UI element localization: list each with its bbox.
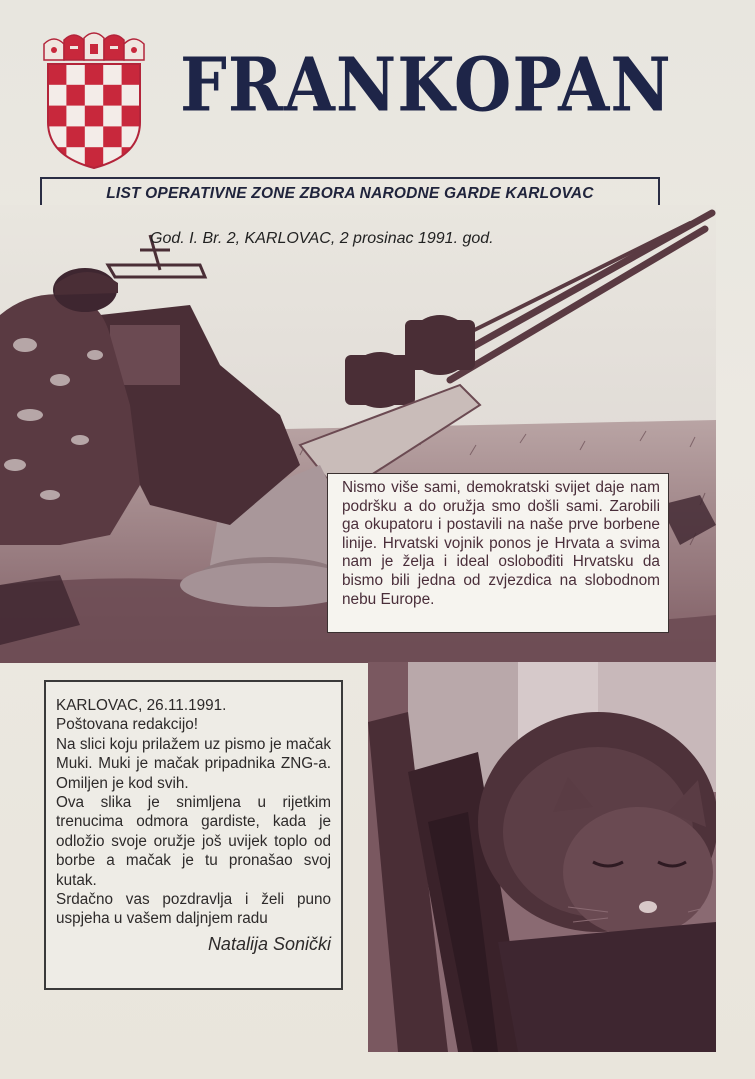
checker-square	[66, 126, 85, 147]
checker-square	[122, 147, 141, 168]
letter-greeting: Poštovana redakcijo!	[56, 716, 199, 734]
letter-paragraph: Na slici koju prilažem uz pismo je mačak Muki. Muki je mačak pripadnika ZNG-a. Omiljen je kod svih.	[56, 735, 331, 792]
checker-square	[85, 106, 104, 127]
checker-square	[85, 126, 104, 147]
checker-square	[66, 106, 85, 127]
checker-square	[48, 85, 67, 106]
issue-info: God. I. Br. 2, KARLOVAC, 2 prosinac 1991. god.	[150, 230, 494, 247]
letter-paragraph: Ova slika je snimljena u rijetkim trenucima odmora gardiste, kada je odložio svoje oružje još uvijek toplo od borbe a mačak je tu pronašao svoj kutak.	[56, 794, 331, 889]
reader-letter	[44, 680, 343, 990]
checker-square	[66, 85, 85, 106]
checker-square	[48, 147, 67, 168]
checker-square	[122, 85, 141, 106]
checker-square	[85, 64, 104, 85]
checker-square	[48, 106, 67, 127]
croatian-coat-of-arms-icon	[40, 30, 148, 170]
photo-caption-box: Nismo više sami, demokratski svijet daje nam podršku a do oružja smo došli sami. Zarobili ga okupatoru i postavili na naše prve borbene linije. Hrvatski vojnik ponos je Hrvata a svima nam je želja i ideal oslobođiti Hrvatsku da bismo bili jedna od zvjezdica na slobodnom nebu Europe.	[327, 473, 669, 633]
checker-square	[103, 64, 122, 85]
checker-square	[103, 126, 122, 147]
checker-square	[103, 106, 122, 127]
cat-muki-photo	[368, 662, 716, 1052]
masthead-subtitle: LIST OPERATIVNE ZONE ZBORA NARODNE GARDE KARLOVAC	[40, 177, 660, 211]
checker-square	[48, 64, 67, 85]
checker-square	[103, 85, 122, 106]
masthead-title: FRANKOPAN	[180, 41, 672, 129]
checker-square	[66, 64, 85, 85]
checker-square	[85, 85, 104, 106]
letter-paragraph: Srdačno vas pozdravlja i želi puno uspjeha u vašem daljnjem radu	[56, 891, 331, 928]
checker-square	[122, 64, 141, 85]
letter-place-date: KARLOVAC, 26.11.1991.	[56, 697, 227, 714]
letter-signature: Natalija Sonički	[207, 933, 331, 954]
checker-square	[122, 106, 141, 127]
